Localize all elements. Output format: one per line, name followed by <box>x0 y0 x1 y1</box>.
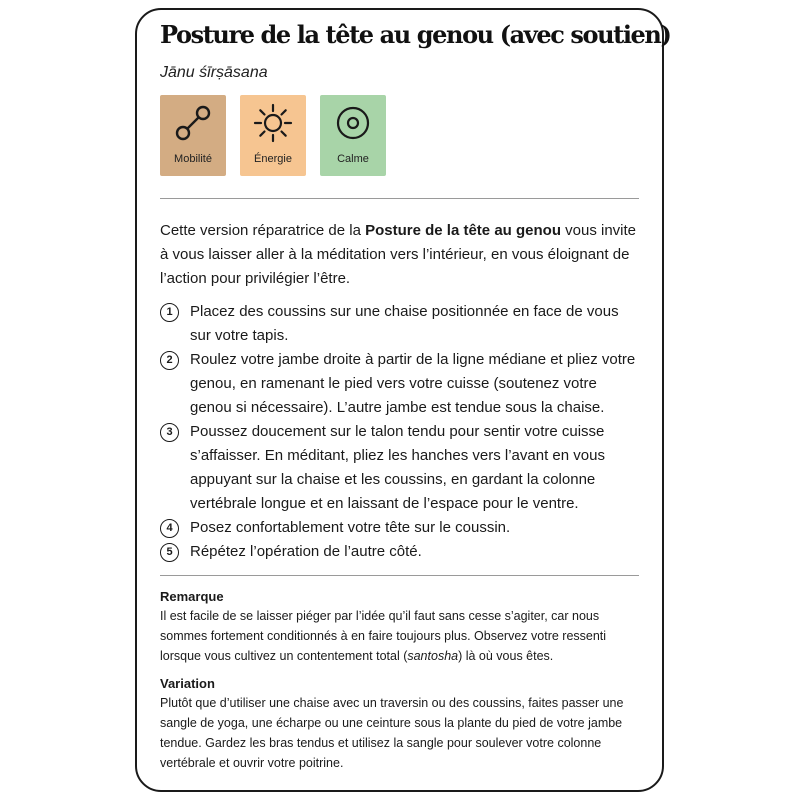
intro-text: vous invite à vous laisser aller à la méditation vers l’intérieur, en vous éloignant de l’action pour privilégier l’être. <box>160 222 637 287</box>
remarque-text-part: Il est facile de se laisser piéger par l’idée qu’il faut sans cesse s’agiter, car nous sommes fortement conditionnés à en faire toujours plus. Observez votre ressenti lorsque vous cultivez un contentement total ( <box>160 609 607 663</box>
link-icon <box>173 103 213 143</box>
step-item <box>160 420 642 516</box>
page-title: Posture de la tête au genou (avec soutien) <box>160 20 671 49</box>
intro-text: Cette version réparatrice de la <box>160 222 366 239</box>
badge-label: Mobilité <box>174 153 212 165</box>
steps-list <box>160 300 642 564</box>
step-number: 3 <box>160 423 179 442</box>
intro-paragraph <box>160 219 642 291</box>
step-item <box>160 348 642 420</box>
remarque-text <box>160 606 642 666</box>
step-text: Roulez votre jambe droite à partir de la ligne médiane et pliez votre genou, en ramenant le pied vers votre cuisse (soutenez votre genou si nécessaire). L’autre jambe est tendue sous la chaise. <box>190 351 636 416</box>
badge-mobilite <box>160 95 226 176</box>
step-number: 5 <box>160 543 179 562</box>
step-text: Répétez l’opération de l’autre côté. <box>190 543 422 560</box>
step-text: Posez confortablement votre tête sur le coussin. <box>190 519 511 536</box>
step-item <box>160 300 642 348</box>
variation-text: Plutôt que d’utiliser une chaise avec un traversin ou des coussins, faites passer une sangle de yoga, une écharpe ou une ceinture sous la plante du pied de votre jambe tendue. Gardez les bras tendus et utilisez la sangle pour soulever votre colonne vertébrale et ouvrir votre poitrine. <box>160 696 624 770</box>
step-item <box>160 540 642 564</box>
divider <box>160 198 639 199</box>
divider <box>160 575 639 576</box>
step-number: 2 <box>160 351 179 370</box>
step-text: Placez des coussins sur une chaise positionnée en face de vous sur votre tapis. <box>190 303 619 344</box>
badge-energie <box>240 95 306 176</box>
badge-calme <box>320 95 386 176</box>
sanskrit-name: Jānu śīrṣāsana <box>160 64 268 81</box>
remarque-italic-term: santosha <box>407 649 459 663</box>
sun-icon <box>253 103 293 143</box>
badge-label: Calme <box>337 153 369 165</box>
step-item <box>160 516 642 540</box>
intro-pose-name: Posture de la tête au genou <box>365 222 561 239</box>
step-number: 4 <box>160 519 179 538</box>
circle-target-icon <box>333 103 373 143</box>
remarque-heading: Remarque <box>160 589 224 604</box>
variation-heading: Variation <box>160 676 215 691</box>
step-number: 1 <box>160 303 179 322</box>
badge-label: Énergie <box>254 153 292 165</box>
step-text: Poussez doucement sur le talon tendu pour sentir votre cuisse s’affaisser. En méditant, pliez les hanches vers l’avant en vous appuyant sur la chaise et les coussins, en gardant la colonne vertébrale longue et en laissant de l’espace pour le ventre. <box>190 423 605 512</box>
remarque-text-part: ) là où vous êtes. <box>458 649 554 663</box>
